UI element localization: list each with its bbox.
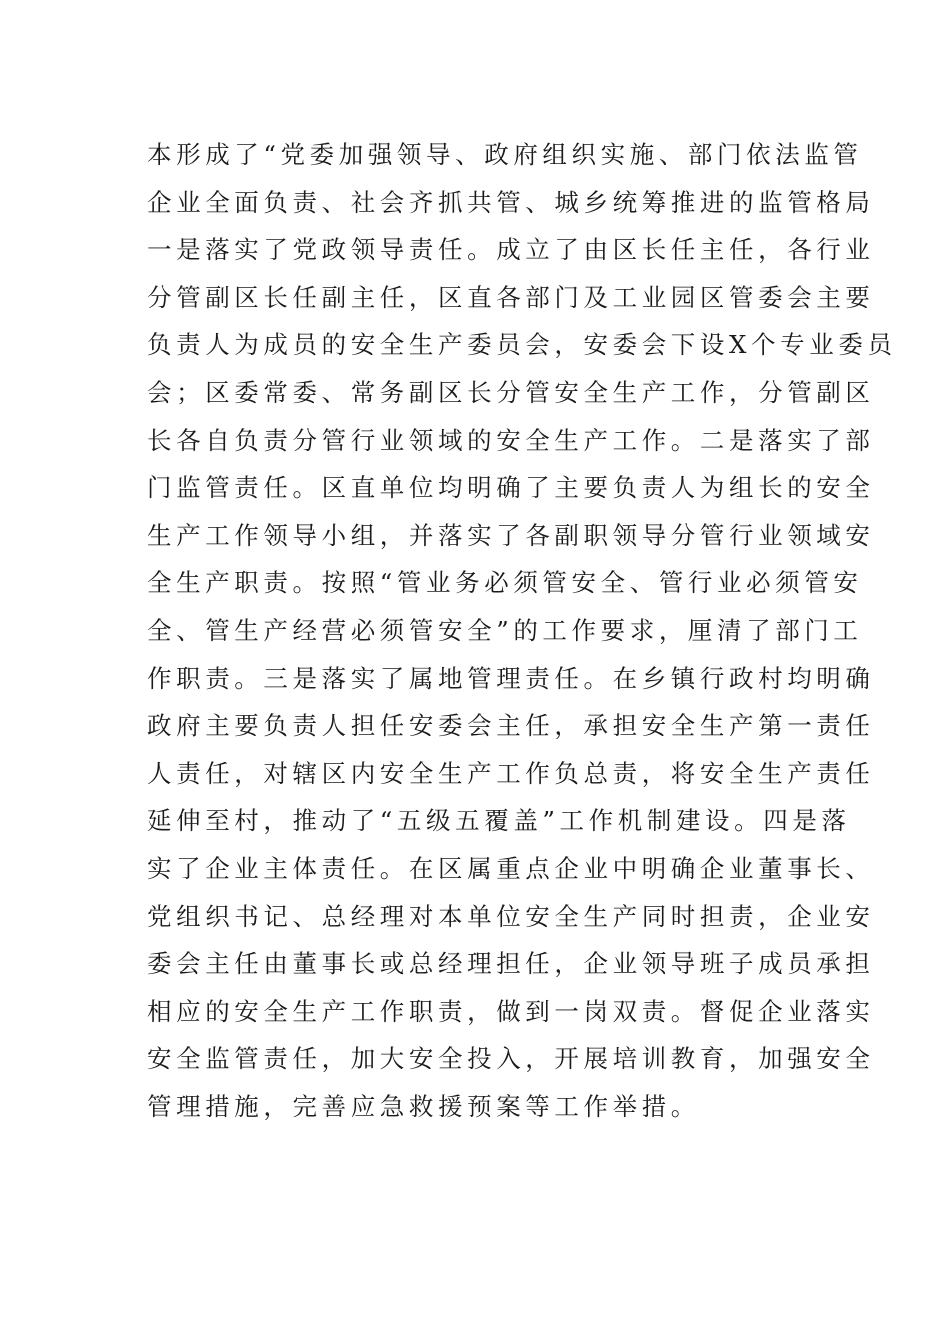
text-line: 一是落实了党政领导责任。成立了由区长任主任，各行业 xyxy=(147,235,875,265)
text-line: 门监管责任。区直单位均明确了主要负责人为组长的安全 xyxy=(147,473,875,503)
text-line: 长各自负责分管行业领域的安全生产工作。二是落实了部 xyxy=(147,425,875,455)
text-line: 委会主任由董事长或总经理担任，企业领导班子成员承担 xyxy=(147,949,875,979)
text-line: 实了企业主体责任。在区属重点企业中明确企业董事长、 xyxy=(147,853,875,883)
text-line: 生产工作领导小组，并落实了各副职领导分管行业领域安 xyxy=(147,520,875,550)
text-line: 延伸至村，推动了“五级五覆盖”工作机制建设。四是落 xyxy=(147,806,851,836)
text-line: 负责人为成员的安全生产委员会，安委会下设X个专业委员 xyxy=(147,330,897,360)
text-line: 政府主要负责人担任安委会主任，承担安全生产第一责任 xyxy=(147,711,875,741)
text-line: 全、管生产经营必须管安全”的工作要求，厘清了部门工 xyxy=(147,615,863,645)
text-line: 分管副区长任副主任，区直各部门及工业园区管委会主要 xyxy=(147,282,875,312)
text-line: 党组织书记、总经理对本单位安全生产同时担责，企业安 xyxy=(147,901,875,931)
body-paragraph xyxy=(147,131,897,1130)
text-line: 安全监管责任，加大安全投入，开展培训教育，加强安全 xyxy=(147,1044,875,1074)
text-line: 本形成了“党委加强领导、政府组织实施、部门依法监管 xyxy=(147,140,863,169)
text-line: 全生产职责。按照“管业务必须管安全、管行业必须管安 xyxy=(147,568,863,598)
text-line: 会；区委常委、常务副区长分管安全生产工作，分管副区 xyxy=(147,377,875,407)
text-line: 作职责。三是落实了属地管理责任。在乡镇行政村均明确 xyxy=(147,663,875,693)
text-line: 企业全面负责、社会齐抓共管、城乡统筹推进的监管格局 xyxy=(147,187,875,217)
text-line: 人责任，对辖区内安全生产工作负总责，将安全生产责任 xyxy=(147,758,875,788)
text-line: 相应的安全生产工作职责，做到一岗双责。督促企业落实 xyxy=(147,996,875,1026)
text-line: 管理措施，完善应急救援预案等工作举措。 xyxy=(147,1091,700,1121)
